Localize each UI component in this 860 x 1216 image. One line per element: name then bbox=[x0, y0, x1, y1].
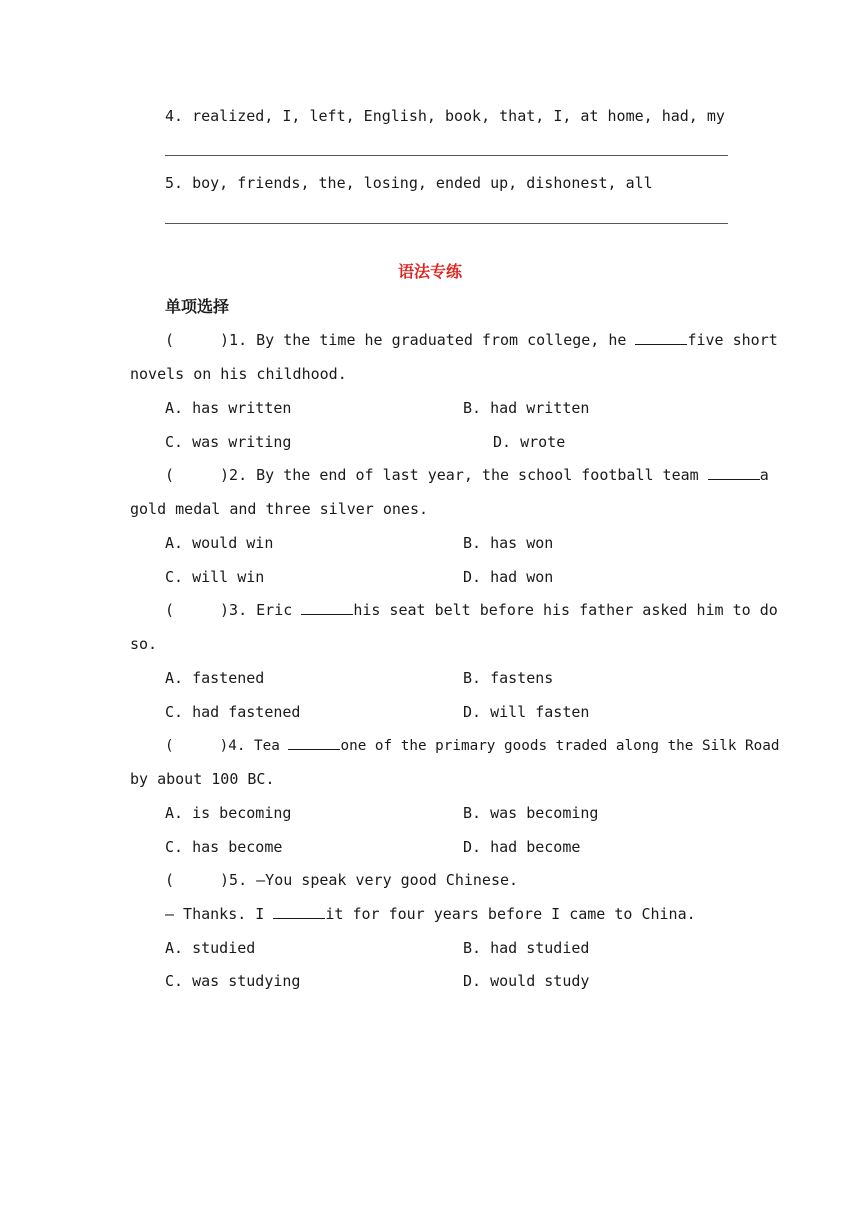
question-3-option-a: A. fastened bbox=[165, 669, 265, 687]
question-2-option-d: D. had won bbox=[463, 568, 554, 586]
question-text-after: five short bbox=[687, 331, 778, 349]
answer-blank bbox=[288, 735, 340, 750]
reply-text: — Thanks. I bbox=[165, 905, 265, 923]
question-1-option-b: B. had written bbox=[463, 399, 590, 417]
subsection-title: 单项选择 bbox=[165, 297, 230, 316]
answer-line-5 bbox=[165, 223, 728, 224]
question-text-after: a bbox=[759, 466, 769, 484]
question-5-reply bbox=[165, 904, 730, 924]
question-3-cont: so. bbox=[130, 635, 158, 653]
question-4-option-a: A. is becoming bbox=[165, 804, 292, 822]
question-3-stem bbox=[165, 600, 778, 620]
question-2-option-b: B. has won bbox=[463, 534, 554, 552]
question-text: )2. By the end of last year, the school football team bbox=[220, 466, 699, 484]
answer-line-4 bbox=[165, 155, 728, 156]
paren-open: ( bbox=[165, 738, 174, 754]
paren-open: ( bbox=[165, 871, 175, 889]
question-1-option-d: D. wrote bbox=[493, 433, 566, 451]
question-2-option-a: A. would win bbox=[165, 534, 274, 552]
answer-blank bbox=[635, 330, 687, 345]
question-5-stem bbox=[165, 870, 730, 890]
question-1-option-c: C. was writing bbox=[165, 433, 292, 451]
item-number: 5. bbox=[165, 174, 184, 192]
ordering-item-4 bbox=[165, 106, 725, 126]
question-2-stem bbox=[165, 465, 769, 485]
question-5-option-c: C. was studying bbox=[165, 972, 301, 990]
question-4-option-d: D. had become bbox=[463, 838, 581, 856]
question-4-stem bbox=[165, 735, 780, 756]
paren-open: ( bbox=[165, 601, 175, 619]
question-4-cont: by about 100 BC. bbox=[130, 770, 275, 788]
question-text: )1. By the time he graduated from college, he bbox=[220, 331, 627, 349]
question-2-cont: gold medal and three silver ones. bbox=[130, 500, 429, 518]
item-number: 4. bbox=[165, 107, 184, 125]
question-4-option-b: B. was becoming bbox=[463, 804, 599, 822]
answer-blank bbox=[301, 600, 353, 615]
question-1-cont: novels on his childhood. bbox=[130, 365, 347, 383]
question-text: )3. Eric bbox=[220, 601, 293, 619]
question-3-option-c: C. had fastened bbox=[165, 703, 301, 721]
paren-open: ( bbox=[165, 466, 175, 484]
item-words: boy, friends, the, losing, ended up, dishonest, all bbox=[192, 174, 653, 192]
question-text-after: his seat belt before his father asked him to do bbox=[353, 601, 778, 619]
question-3-option-b: B. fastens bbox=[463, 669, 554, 687]
answer-blank bbox=[708, 465, 760, 480]
answer-blank bbox=[273, 904, 325, 919]
question-text-after: one of the primary goods traded along the Silk Road bbox=[340, 738, 780, 754]
paren-open: ( bbox=[165, 331, 175, 349]
ordering-item-5 bbox=[165, 173, 653, 193]
reply-text-after: it for four years before I came to China. bbox=[325, 905, 696, 923]
question-text: )4. Tea bbox=[219, 738, 280, 754]
question-4-option-c: C. has become bbox=[165, 838, 283, 856]
question-1-option-a: A. has written bbox=[165, 399, 292, 417]
question-2-option-c: C. will win bbox=[165, 568, 265, 586]
question-1-stem bbox=[165, 330, 778, 350]
question-text: )5. —You speak very good Chinese. bbox=[220, 871, 519, 889]
section-title: 语法专练 bbox=[397, 262, 462, 281]
question-3-option-d: D. will fasten bbox=[463, 703, 590, 721]
question-5-option-d: D. would study bbox=[463, 972, 590, 990]
question-5-option-a: A. studied bbox=[165, 939, 256, 957]
question-5-option-b: B. had studied bbox=[463, 939, 590, 957]
item-words: realized, I, left, English, book, that, I, at home, had, my bbox=[192, 107, 725, 125]
